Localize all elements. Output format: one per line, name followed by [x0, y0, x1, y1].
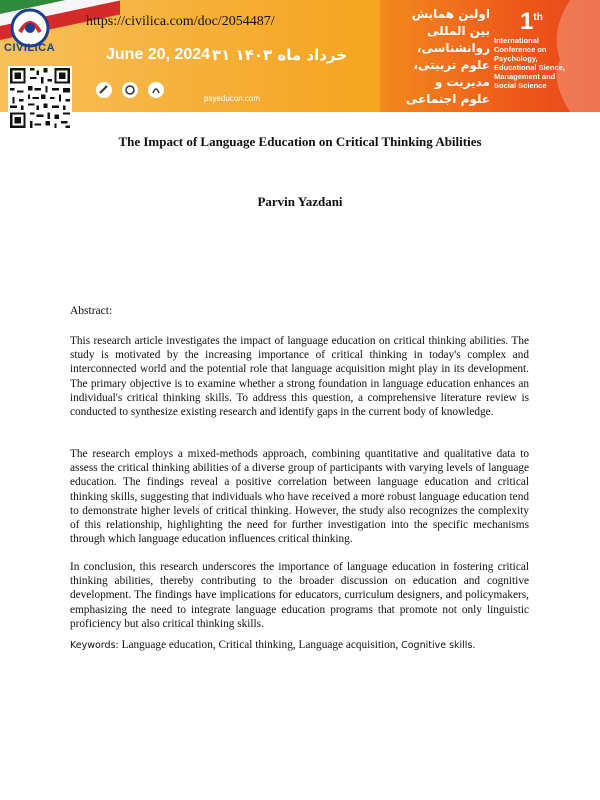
conference-title-en-line: International — [494, 36, 540, 45]
conference-date-en: June 20, 2024 — [106, 46, 211, 63]
brain-icon — [122, 82, 138, 98]
conference-title-fa-line: اولین همایش — [411, 7, 490, 21]
conference-title-en-line: Psychology, — [494, 54, 538, 63]
conference-title-en-line: Management and — [494, 72, 556, 81]
conference-title-en — [494, 36, 598, 90]
conference-title-fa-line: علوم تربیتی، — [413, 58, 490, 72]
edition-suffix: th — [533, 12, 543, 23]
paper-title: The Impact of Language Education on Critical Thinking Abilities — [118, 134, 482, 149]
keywords-list: Language education, Critical thinking, Language acquisition, — [121, 639, 399, 651]
conference-title-fa-line: مدیریت و — [434, 75, 490, 89]
conference-edition — [520, 8, 543, 36]
pen-icon — [96, 82, 112, 98]
qr-code-icon[interactable] — [8, 66, 72, 130]
abstract-label: Abstract: — [70, 305, 113, 317]
abstract-paragraph-3: In conclusion, this research underscores the importance of language education in fostering critical thinking abilities, thereby contributing to the broader discussion on education and cognitive development. The findings have implications for educators, curriculum designers, and policymakers, emphasizing the need to integrate language education programs that promote not only linguistic proficiency but also critical thinking skills. — [70, 561, 529, 630]
conference-title-fa-line: علوم اجتماعی — [405, 92, 490, 106]
conference-date-fa: ۳۱ خرداد ماه ۱۴۰۳ — [212, 46, 348, 64]
keywords-last: Cognitive skills. — [401, 640, 476, 651]
conference-title-fa-line: روانشناسی، — [416, 41, 490, 55]
civilica-logo-text: CIVILICA — [4, 42, 56, 54]
conference-title-en-line: Social Science — [494, 81, 547, 90]
edition-number: 1 — [520, 8, 534, 35]
paper-author: Parvin Yazdani — [257, 194, 343, 209]
conference-banner — [0, 0, 600, 112]
abstract-paragraph-2: The research employs a mixed-methods approach, combining quantitative and qualitative data to assess the critical thinking abilities of a diverse group of participants with varying levels of language education. The findings reveal a positive correlation between language education and critical thinking skills, suggesting that individuals who have received a more robust language education tend to demonstrate higher levels of critical thinking. However, the study also recognizes the complexity of this relationship, highlighting the need for further investigation into the specific mechanisms through which language education influences critical thinking. — [70, 448, 529, 546]
conference-title-en-line: Conference on — [494, 45, 547, 54]
banner-icons — [96, 82, 164, 98]
keywords-label: Keywords: — [70, 640, 119, 651]
conference-title-fa — [340, 6, 490, 108]
people-icon — [148, 82, 164, 98]
keywords-line — [70, 638, 530, 653]
conference-website[interactable]: psyeducon.com — [204, 94, 261, 103]
conference-title-fa-line: بین المللی — [427, 24, 490, 38]
document-url[interactable]: https://civilica.com/doc/2054487/ — [86, 14, 275, 29]
abstract-paragraph-1: This research article investigates the impact of language education on critical thinking abilities. The study is motivated by the increasing importance of critical thinking in today's complex and interconnected world and the potential role that language acquisition might play in its development. The primary objective is to examine whether a strong foundation in language education enhances an individual's critical thinking skills. To address this question, a comprehensive literature review is conducted to synthesize existing research and identify gaps in the current body of knowledge. — [70, 335, 529, 419]
conference-title-en-line: Educational Sience, — [494, 63, 565, 72]
